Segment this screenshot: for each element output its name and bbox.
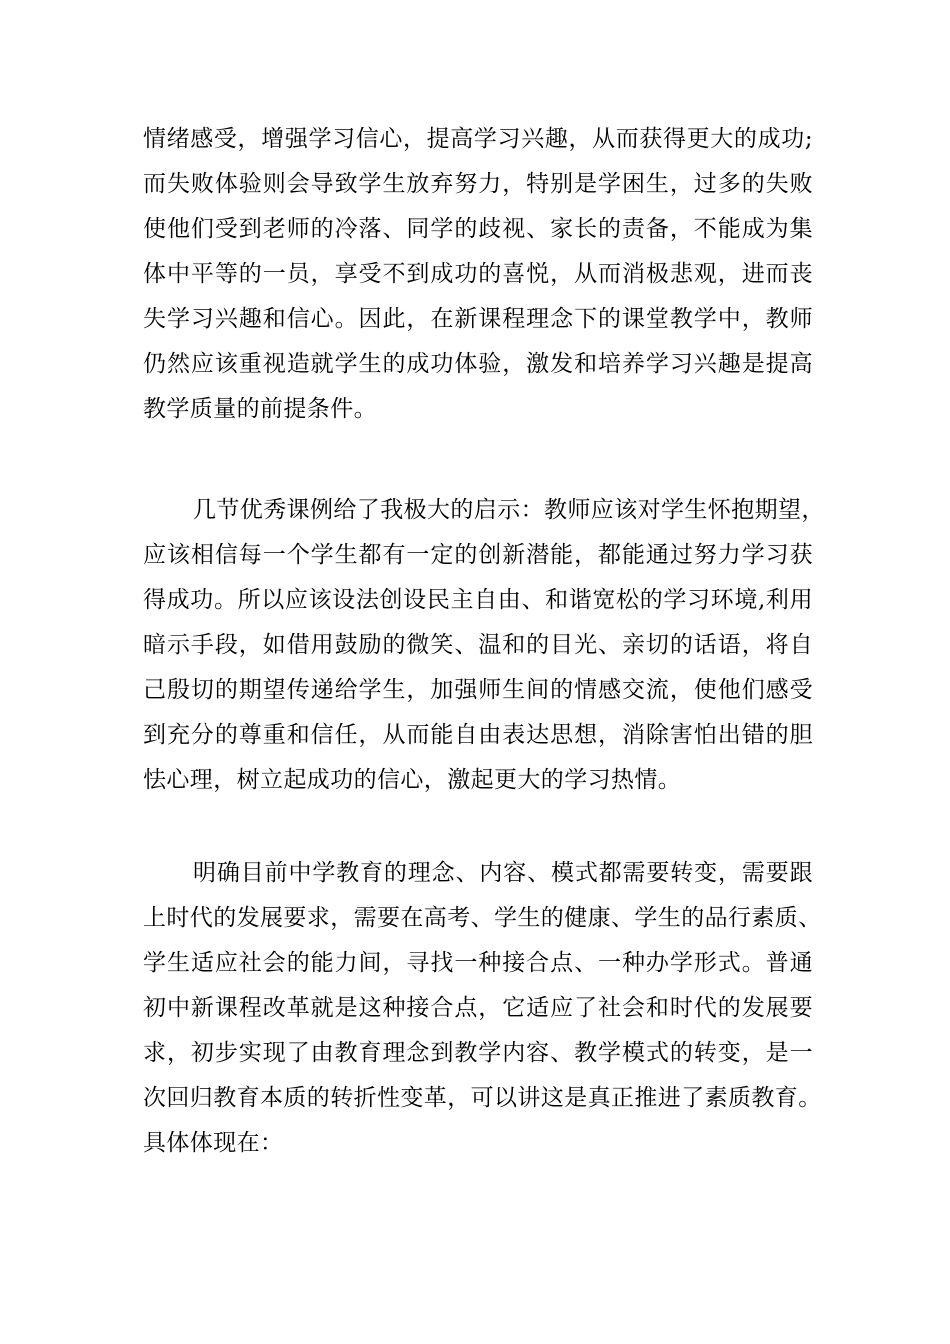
paragraph-line: 暗示手段，如借用鼓励的微笑、温和的目光、亲切的话语，将自 [143,632,813,658]
paragraph-line: 情绪感受，增强学习信心，提高学习兴趣，从而获得更大的成功; [143,126,813,152]
paragraph-line: 上时代的发展要求，需要在高考、学生的健康、学生的品行素质、 [143,905,822,931]
paragraph-line: 学生适应社会的能力间，寻找一种接合点、一种办学形式。普通 [143,950,813,976]
paragraph-line: 体中平等的一员，享受不到成功的喜悦，从而消极悲观，进而丧 [143,261,813,287]
paragraph-line: 初中新课程改革就是这种接合点，它适应了社会和时代的发展要 [143,995,813,1021]
paragraph-line: 得成功。所以应该设法创设民主自由、和谐宽松的学习环境,利用 [143,587,813,613]
paragraph-line: 具体体现在： [143,1130,284,1156]
paragraph-line: 求，初步实现了由教育理念到教学内容、教学模式的转变，是一 [143,1040,813,1066]
paragraph-line: 怯心理，树立起成功的信心，激起更大的学习热情。 [143,767,682,793]
paragraph-2 [143,488,825,803]
paragraph-line: 次回归教育本质的转折性变革，可以讲这是真正推进了素质教育。 [143,1085,822,1111]
paragraph-line: 使他们受到老师的冷落、同学的歧视、家长的责备，不能成为集 [143,216,813,242]
paragraph-line: 失学习兴趣和信心。因此，在新课程理念下的课堂教学中，教师 [143,306,813,332]
paragraph-line: 应该相信每一个学生都有一定的创新潜能，都能通过努力学习获 [143,542,813,568]
paragraph-line: 到充分的尊重和信任，从而能自由表达思想，消除害怕出错的胆 [143,722,813,748]
paragraph-3 [143,851,822,1166]
paragraph-line: 几节优秀课例给了我极大的启示：教师应该对学生怀抱期望， [193,497,825,523]
paragraph-line: 而失败体验则会导致学生放弃努力，特别是学困生，过多的失败 [143,171,813,197]
paragraph-line: 教学质量的前提条件。 [143,396,377,422]
paragraph-line: 己殷切的期望传递给学生，加强师生间的情感交流，使他们感受 [143,677,813,703]
paragraph-1 [143,117,813,432]
paragraph-line: 明确目前中学教育的理念、内容、模式都需要转变，需要跟 [193,860,813,886]
paragraph-line: 仍然应该重视造就学生的成功体验，激发和培养学习兴趣是提高 [143,351,813,377]
